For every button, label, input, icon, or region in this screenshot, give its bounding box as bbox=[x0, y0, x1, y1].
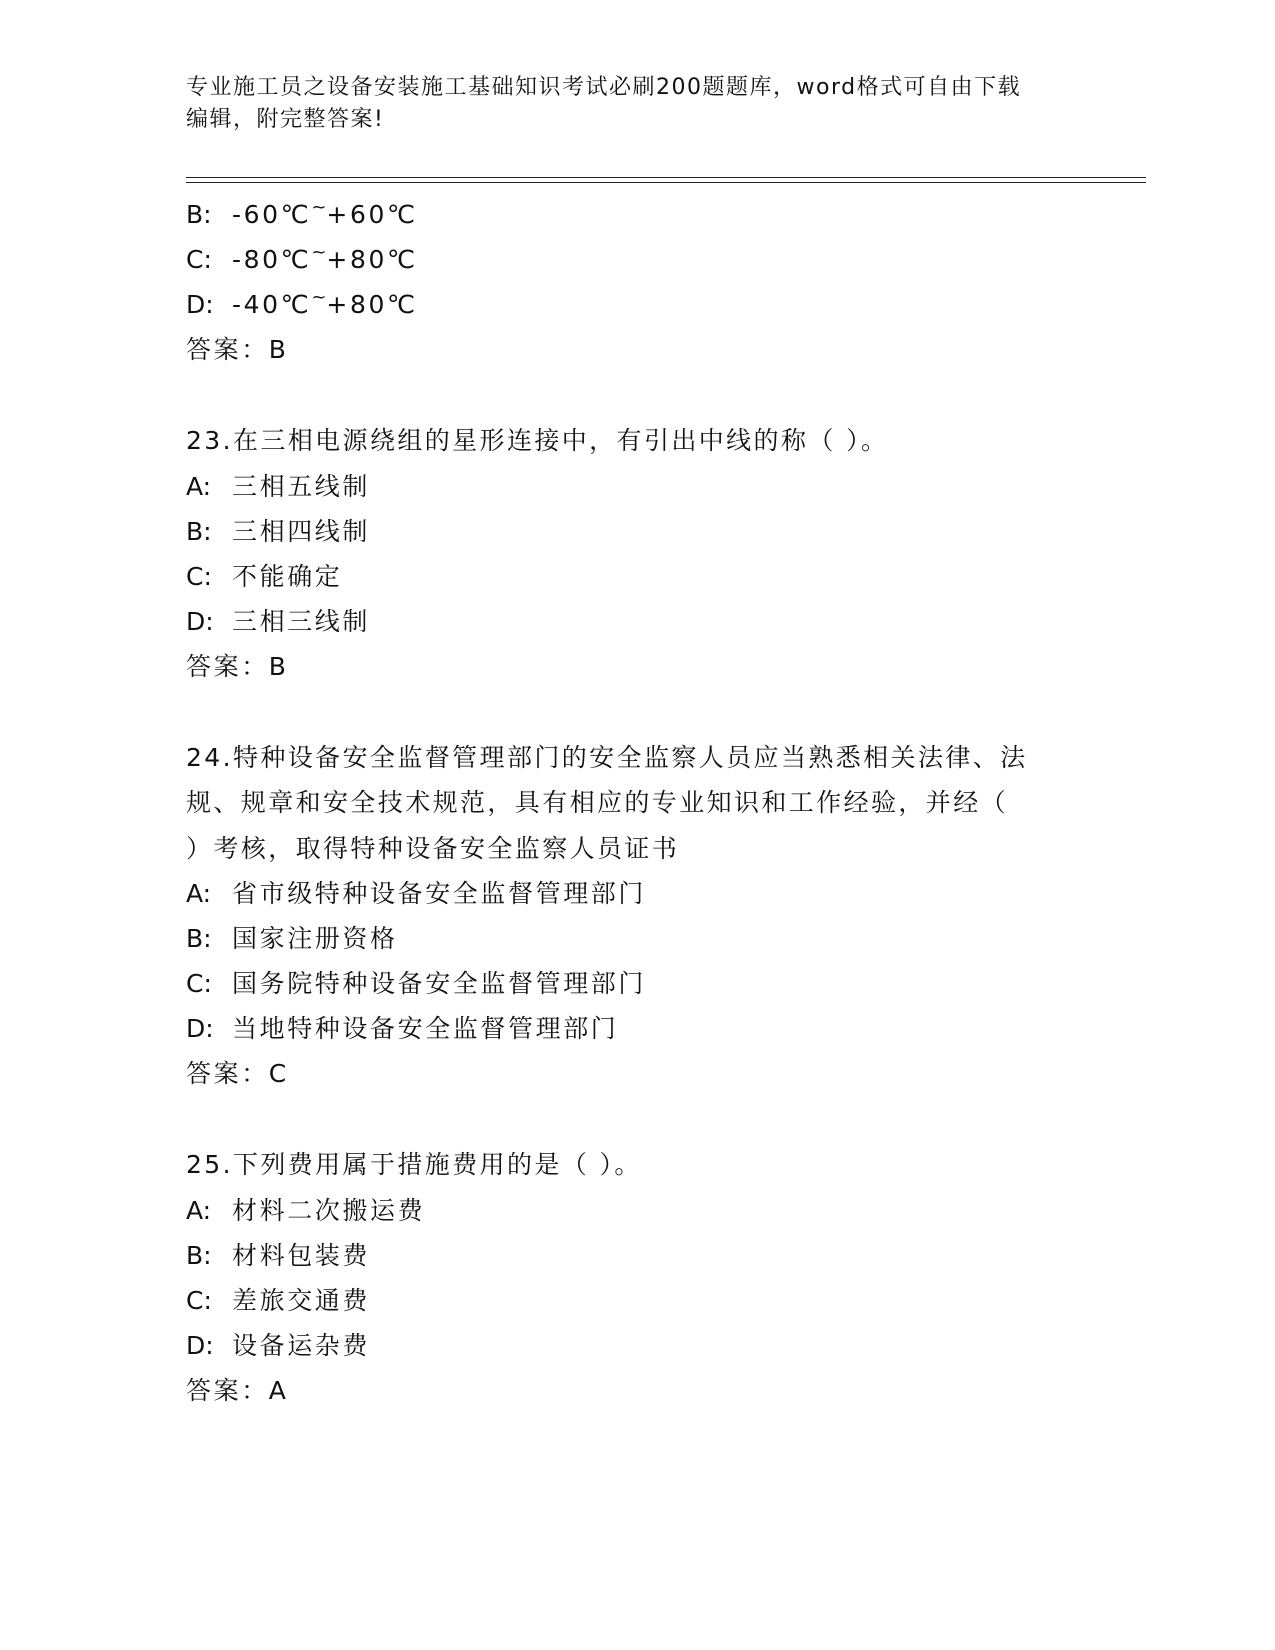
option-text: 设备运杂费 bbox=[232, 1330, 371, 1360]
option-label: B: bbox=[186, 516, 212, 546]
option-range-min: -60℃ bbox=[232, 200, 312, 229]
header-divider-top bbox=[186, 177, 1146, 178]
option-b bbox=[186, 916, 1146, 961]
option-label: C: bbox=[186, 969, 212, 998]
option-c bbox=[186, 554, 1146, 599]
option-text: 三相三线制 bbox=[232, 606, 371, 636]
option-range-max: +80℃ bbox=[326, 245, 418, 274]
answer-line: 答案：C bbox=[186, 1059, 289, 1088]
option-text: 差旅交通费 bbox=[232, 1285, 371, 1315]
option-text: 国务院特种设备安全监督管理部门 bbox=[232, 969, 647, 998]
option-label: A: bbox=[186, 879, 212, 908]
question-stem: 23.在三相电源绕组的星形连接中，有引出中线的称（ ）。 bbox=[186, 426, 889, 455]
question-spacer bbox=[186, 1096, 1146, 1142]
document-header bbox=[186, 72, 1086, 136]
question-25 bbox=[186, 1142, 1146, 1413]
option-label: C: bbox=[186, 1285, 212, 1315]
option-label: B: bbox=[186, 1240, 212, 1270]
option-d bbox=[186, 1323, 1146, 1368]
question-spacer bbox=[186, 372, 1146, 418]
answer-line: 答案：A bbox=[186, 1375, 289, 1405]
question-content bbox=[186, 192, 1146, 1413]
question-24 bbox=[186, 735, 1146, 1097]
option-text: 材料包装费 bbox=[232, 1240, 371, 1270]
question-22-tail bbox=[186, 192, 1146, 372]
option-b bbox=[186, 509, 1146, 554]
answer-line: 答案：B bbox=[186, 651, 289, 681]
option-label: D: bbox=[186, 1014, 214, 1043]
question-stem-line-2: 规、规章和安全技术规范，具有相应的专业知识和工作经验，并经（ bbox=[186, 788, 1009, 817]
option-c bbox=[186, 961, 1146, 1006]
option-text: 国家注册资格 bbox=[232, 924, 398, 953]
option-label: B: bbox=[186, 200, 212, 229]
option-label: D: bbox=[186, 606, 214, 636]
header-title-line-2: 编辑，附完整答案! bbox=[186, 107, 385, 132]
header-title-line-1: 专业施工员之设备安装施工基础知识考试必刷200题题库，word格式可自由下载 bbox=[186, 75, 1022, 100]
question-stem: 25.下列费用属于措施费用的是（ ）。 bbox=[186, 1150, 642, 1179]
option-d bbox=[186, 282, 1146, 327]
option-label: A: bbox=[186, 471, 212, 501]
option-range-min: -80℃ bbox=[232, 245, 312, 274]
option-b bbox=[186, 192, 1146, 237]
option-text: 材料二次搬运费 bbox=[232, 1195, 426, 1225]
option-a bbox=[186, 871, 1146, 916]
option-label: B: bbox=[186, 924, 212, 953]
option-label: A: bbox=[186, 1195, 212, 1225]
option-text: 当地特种设备安全监督管理部门 bbox=[232, 1014, 619, 1043]
option-range-max: +60℃ bbox=[326, 200, 418, 229]
option-text: 不能确定 bbox=[232, 561, 343, 591]
option-label: C: bbox=[186, 245, 212, 274]
tilde-mark: ~ bbox=[311, 242, 327, 263]
option-text: 省市级特种设备安全监督管理部门 bbox=[232, 879, 647, 908]
option-a bbox=[186, 464, 1146, 509]
option-d bbox=[186, 1006, 1146, 1051]
option-text: 三相五线制 bbox=[232, 471, 371, 501]
option-d bbox=[186, 599, 1146, 644]
question-spacer bbox=[186, 689, 1146, 735]
option-label: D: bbox=[186, 290, 214, 319]
option-c bbox=[186, 237, 1146, 282]
option-a bbox=[186, 1188, 1146, 1233]
question-stem-line-1: 24.特种设备安全监督管理部门的安全监察人员应当熟悉相关法律、法 bbox=[186, 742, 1028, 772]
question-stem-line-3: ）考核，取得特种设备安全监察人员证书 bbox=[186, 833, 680, 863]
tilde-mark: ~ bbox=[311, 197, 327, 218]
option-range-min: -40℃ bbox=[232, 290, 312, 319]
answer-line: 答案：B bbox=[186, 335, 289, 364]
option-label: C: bbox=[186, 561, 212, 591]
option-b bbox=[186, 1233, 1146, 1278]
question-23 bbox=[186, 418, 1146, 689]
tilde-mark: ~ bbox=[311, 287, 327, 308]
option-c bbox=[186, 1278, 1146, 1323]
option-text: 三相四线制 bbox=[232, 516, 371, 546]
header-divider-bottom bbox=[186, 182, 1146, 183]
option-range-max: +80℃ bbox=[326, 290, 418, 319]
option-label: D: bbox=[186, 1330, 214, 1360]
